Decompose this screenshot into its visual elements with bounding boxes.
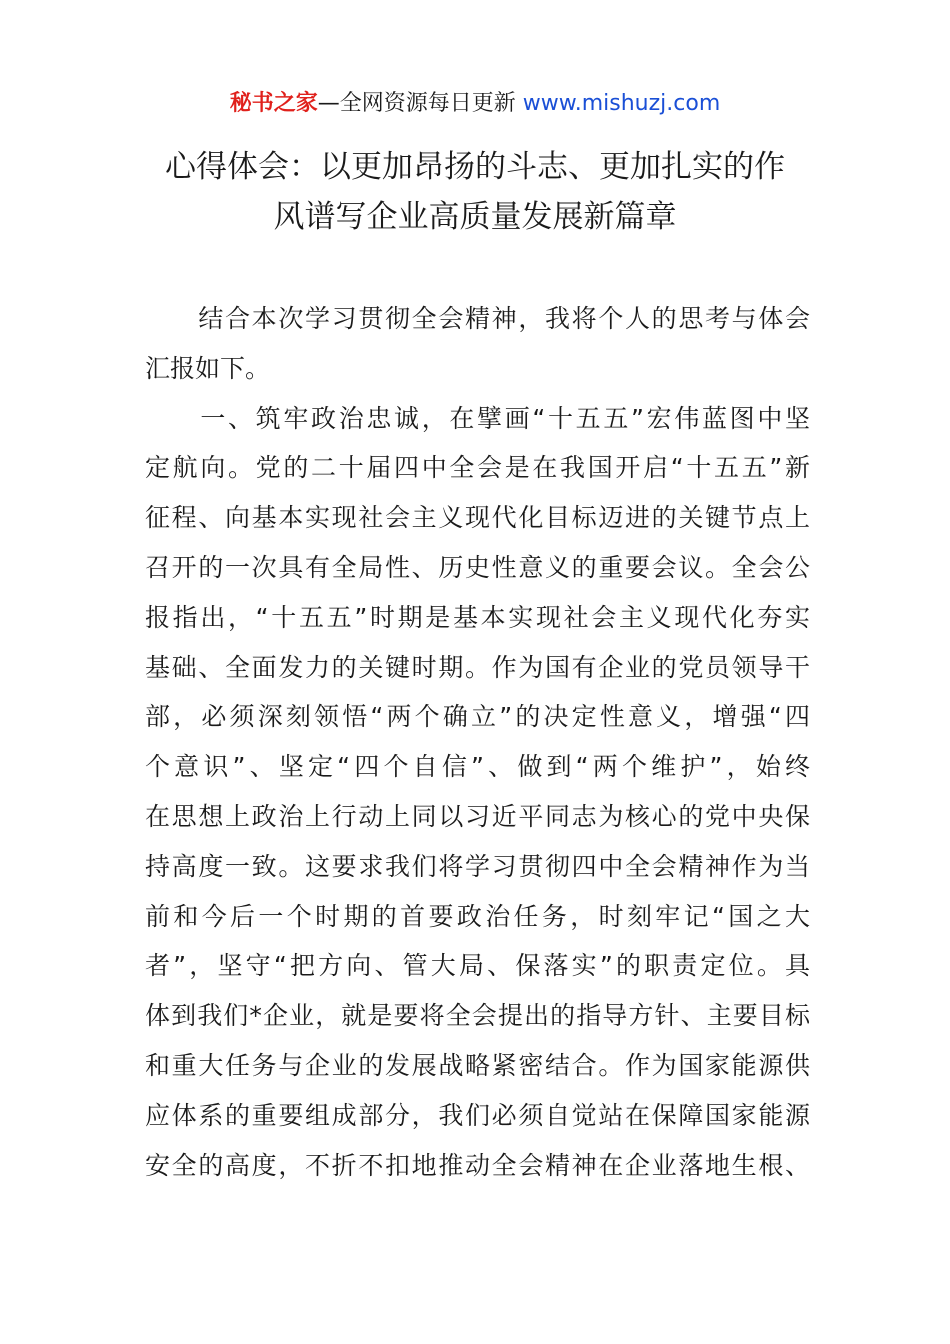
body-line: 前和今后一个时期的首要政治任务，时刻牢记“国之大: [145, 901, 810, 931]
body-line: 基础、全面发力的关键时期。作为国有企业的党员领导干: [145, 652, 810, 682]
title-line-2: 风谱写企业高质量发展新篇章: [273, 199, 677, 235]
body-line: 个意识”、坚定“四个自信”、做到“两个维护”，始终: [145, 752, 810, 782]
site-url-link[interactable]: www.mishuzj.com: [522, 91, 721, 116]
site-header: [0, 88, 950, 120]
body-line: 部，必须深刻领悟“两个确立”的决定性意义，增强“四: [145, 702, 810, 732]
body-line: 征程、向基本实现社会主义现代化目标迈进的关键节点上: [145, 503, 810, 533]
document-body: [145, 294, 810, 1190]
body-line: 一、筑牢政治忠诚，在擘画“十五五”宏伟蓝图中坚: [145, 403, 810, 433]
title-line-1: 心得体会：以更加昂扬的斗志、更加扎实的作: [165, 149, 785, 185]
header-dash: —: [317, 91, 340, 116]
body-line: 和重大任务与企业的发展战略紧密结合。作为国家能源供: [145, 1050, 810, 1080]
header-slogan: 全网资源每日更新: [339, 91, 523, 116]
body-line: 汇报如下。: [145, 353, 271, 383]
body-line: 在思想上政治上行动上同以习近平同志为核心的党中央保: [145, 801, 810, 831]
body-line: 定航向。党的二十届四中全会是在我国开启“十五五”新: [145, 453, 810, 483]
body-line: 安全的高度，不折不扣地推动全会精神在企业落地生根、: [145, 1150, 810, 1180]
body-line: 持高度一致。这要求我们将学习贯彻四中全会精神作为当: [145, 851, 810, 881]
brand-name: 秘书之家: [229, 91, 318, 116]
body-line: 者”，坚守“把方向、管大局、保落实”的职责定位。具: [145, 951, 810, 981]
body-line: 召开的一次具有全局性、历史性意义的重要会议。全会公: [145, 552, 810, 582]
document-title: [145, 142, 805, 242]
body-line: 应体系的重要组成部分，我们必须自觉站在保障国家能源: [145, 1100, 810, 1130]
body-line: 结合本次学习贯彻全会精神，我将个人的思考与体会: [145, 304, 810, 333]
body-line: 报指出，“十五五”时期是基本实现社会主义现代化夯实: [145, 602, 810, 632]
body-line: 体到我们*企业，就是要将全会提出的指导方针、主要目标: [145, 1001, 810, 1031]
